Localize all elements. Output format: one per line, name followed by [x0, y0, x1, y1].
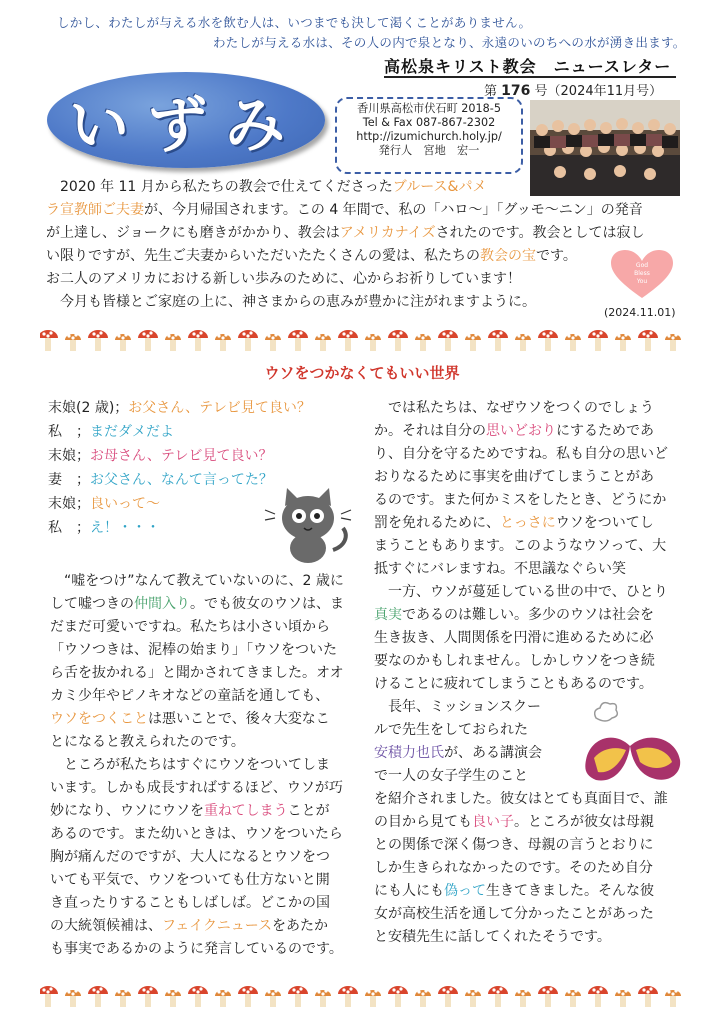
mushroom-icon	[388, 986, 408, 1007]
dialogue-row	[48, 444, 311, 468]
paragraph-text: 要なのかもしれません。しかしウソをつき続	[374, 653, 655, 669]
highlight-text: 良い子	[472, 814, 514, 830]
church-newsletter-title: 高松泉キリスト教会 ニュースレター	[384, 57, 672, 76]
mushroom-icon	[40, 986, 58, 1007]
issue-number: 176	[501, 83, 531, 99]
mushroom-icon	[638, 986, 658, 1007]
issue-prefix: 第	[484, 84, 498, 99]
paragraph-text: き直ったりすることもしばしば。どこかの国	[50, 895, 330, 911]
intro-text: お二人のアメリカにおける新しい歩みのために、心からお祈りしています！	[46, 271, 522, 287]
paragraph-text: にするためであ	[556, 423, 654, 439]
mushroom-icon	[65, 989, 81, 1007]
highlight-text: 思いどおり	[486, 423, 556, 439]
sweet-potato-illustration	[580, 700, 684, 800]
address-box	[335, 97, 523, 174]
intro-highlight: アメリカナイズ	[339, 225, 436, 241]
phone-line: Tel & Fax 087-867-2302	[362, 116, 496, 129]
mushroom-icon	[538, 986, 558, 1007]
mushroom-icon	[88, 986, 108, 1007]
paragraph-text: けることに疲れてしまうこともあるのです。	[374, 676, 653, 692]
paragraph-text: しか生きられなかったのです。そのため自分	[374, 860, 653, 876]
dialogue-speaker: 末娘；	[48, 496, 90, 512]
mushroom-icon	[115, 989, 131, 1007]
paragraph-text: 妙になり、ウソにウソを	[50, 803, 204, 819]
paragraph-text: ことが	[287, 803, 330, 819]
intro-text: が上達し、ジョークにも磨きがかかり、教会は	[46, 225, 340, 241]
paragraph-text: をあたか	[272, 918, 329, 934]
intro-text: い限りですが、先生ご夫妻からいただいたたくさんの愛は、私たちの	[46, 248, 480, 264]
mushroom-icon	[615, 333, 631, 351]
paragraph-text: が、ある講演会	[444, 745, 542, 761]
heart-icon	[611, 250, 673, 300]
logo-text: いずみ	[69, 91, 303, 161]
paragraph-text: も事実であるかのように発言しているのです。	[50, 941, 343, 957]
mushroom-icon	[288, 986, 308, 1007]
scripture-verse-line-2: わたしが与える水は、その人の内で泉となり、永遠のいのちへの水が湧き出ます。	[213, 35, 686, 50]
mushroom-icon	[138, 986, 158, 1007]
mushroom-icon	[565, 333, 581, 351]
paragraph-text: では私たちは、なぜウソをつくのでしょう	[388, 400, 654, 416]
highlight-text: 偽って	[444, 883, 486, 899]
mushroom-icon	[438, 330, 458, 351]
highlight-text: フェイクニュース	[162, 918, 273, 934]
mushroom-icon	[565, 989, 581, 1007]
mushroom-icon	[238, 986, 258, 1007]
mushroom-icon	[115, 333, 131, 351]
mushroom-icon	[365, 989, 381, 1007]
mushroom-border-top	[40, 327, 690, 353]
paragraph-text: の目から見ても	[374, 814, 472, 830]
cat-illustration	[263, 488, 353, 566]
mushroom-icon	[465, 333, 481, 351]
mushroom-icon	[665, 333, 681, 351]
intro-text: です。	[536, 248, 577, 264]
mushroom-icon	[165, 989, 181, 1007]
mushroom-icon	[138, 330, 158, 351]
intro-text: が、今月帰国されます。この 4 年間で、私の「ハロ～」「グッモ～ニン」の発音	[144, 202, 643, 218]
mushroom-icon	[515, 989, 531, 1007]
paragraph-text: あるのです。また幼いときは、ウソをついたら	[50, 826, 343, 842]
paragraph-text: 「ウソつきは、泥棒の始まり」「ウソをついた	[50, 642, 337, 658]
dialogue-line: お母さん、テレビ見て良い？	[90, 448, 273, 464]
dialogue-line: え！・・・	[90, 520, 160, 536]
intro-text: 今月も皆様とご家庭の上に、神さまからの恵みが豊かに注がれますように。	[60, 294, 536, 310]
intro-highlight: 教会の宝	[480, 248, 536, 264]
mushroom-icon	[315, 989, 331, 1007]
mushroom-icon	[65, 333, 81, 351]
article-column-right	[374, 397, 680, 949]
paragraph-text: 長年、ミッションスクー	[388, 699, 542, 715]
paragraph-text: の大統領候補は、	[50, 918, 162, 934]
dialogue-speaker: 末娘(2 歳)；	[48, 400, 129, 416]
mushroom-border-bottom	[40, 983, 690, 1009]
mushroom-icon	[388, 330, 408, 351]
paragraph-text: 女が高校生活を通して分かったことがあった	[374, 906, 654, 922]
dialogue-row	[48, 396, 311, 420]
svg-text:You: You	[636, 278, 648, 285]
dialogue-line: お父さん、テレビ見て良い？	[128, 400, 311, 416]
paragraph-text: 胸が痛んだのですが、大人になるとウソをつ	[50, 849, 330, 865]
paragraph-text: との関係で深く傷つき、母親の言うとおりに	[374, 837, 654, 853]
scripture-verse-line-1: しかし、わたしが与える水を飲む人は、いつまでも決して渇くことがありません。	[57, 15, 532, 30]
paragraph-text: 一方、ウソが蔓延している世の中で、ひとり	[388, 584, 668, 600]
mushroom-icon	[238, 330, 258, 351]
paragraph-text: して嘘つきの	[50, 596, 134, 612]
paragraph-text: であるのは難しい。多少のウソは社会を	[402, 607, 654, 623]
highlight-text: 安積力也氏	[374, 745, 444, 761]
paragraph-text: にも人にも	[374, 883, 444, 899]
paragraph-text: 生き抜き、人間関係を円滑に進めるために必	[374, 630, 654, 646]
mushroom-icon	[488, 330, 508, 351]
mushroom-icon	[288, 330, 308, 351]
paragraph-text: まうこともあります。このようなウソって、大	[374, 538, 667, 554]
paragraph-text: ルで先生をしておられた	[374, 722, 528, 738]
paragraph-text: るのです。また何かミスをしたとき、どうにか	[374, 492, 667, 508]
paragraph-text: 。ところが彼女は母親	[514, 814, 654, 830]
article-title: ウソをつかなくてもいい世界	[264, 364, 460, 382]
dialogue-row	[48, 420, 311, 444]
highlight-text: 真実	[374, 607, 402, 623]
paragraph-text: とになると教えられたのです。	[50, 734, 245, 750]
mushroom-icon	[338, 330, 358, 351]
mushroom-icon	[88, 330, 108, 351]
paragraph-text: ら舌を抜かれる」と聞かされてきました。オオ	[50, 665, 344, 681]
mushroom-icon	[415, 989, 431, 1007]
intro-highlight: ブルース&パメ	[392, 179, 487, 195]
paragraph-text: だまだ可愛いですね。私たちは小さい頃から	[50, 619, 330, 635]
paragraph-text: 。でも彼女のウソは、ま	[190, 596, 344, 612]
paragraph-text: で一人の女子学生のこと	[374, 768, 528, 784]
mushroom-icon	[588, 986, 608, 1007]
paragraph-text: いても平気で、ウソをついても仕方ないと開	[50, 872, 330, 888]
mushroom-icon	[265, 333, 281, 351]
mushroom-icon	[488, 986, 508, 1007]
paragraph-text: り、自分を守るためですね。私も自分の思いど	[374, 446, 668, 462]
mushroom-icon	[338, 986, 358, 1007]
paragraph-text: “嘘をつけ”なんて教えていないのに、2 歳に	[64, 573, 344, 589]
mushroom-icon	[438, 986, 458, 1007]
mushroom-icon	[538, 330, 558, 351]
mushroom-icon	[515, 333, 531, 351]
dialogue-line: 良いって～	[90, 496, 160, 512]
intro-text: 2020 年 11 月から私たちの教会で仕えてくださった	[60, 179, 393, 195]
paragraph-text: います。しかも成長すればするほど、ウソが巧	[50, 780, 343, 796]
mushroom-icon	[415, 333, 431, 351]
mushroom-icon	[588, 330, 608, 351]
mushroom-icon	[665, 989, 681, 1007]
intro-date: (2024.11.01)	[604, 306, 676, 319]
svg-text:Bless: Bless	[634, 270, 650, 277]
dialogue-line: まだダメだよ	[90, 424, 174, 440]
intro-paragraph	[46, 176, 676, 314]
paragraph-text: ところが私たちはすぐにウソをついてしま	[64, 757, 330, 773]
mushroom-icon	[188, 986, 208, 1007]
mushroom-icon	[365, 333, 381, 351]
paragraph-text: 抵すぐにバレますね。不思議なぐらい笑	[374, 561, 626, 577]
dialogue-line: お父さん、なんて言ってた？	[90, 472, 273, 488]
mushroom-icon	[215, 989, 231, 1007]
paragraph-text: を紹介されました。彼女はとても真面目で、誰	[374, 791, 668, 807]
mushroom-icon	[315, 333, 331, 351]
paragraph-text: ウソをついてし	[555, 515, 654, 531]
highlight-text: 重ねてしまう	[204, 803, 288, 819]
issue-suffix: 号（2024年11月号）	[534, 84, 663, 99]
intro-text: されたのです。教会としては寂し	[435, 225, 645, 241]
highlight-text: 仲間入り	[134, 596, 190, 612]
mushroom-icon	[40, 330, 58, 351]
dialogue-speaker: 妻 ；	[48, 472, 90, 488]
dialogue-speaker: 私 ；	[48, 520, 90, 536]
mushroom-icon	[215, 333, 231, 351]
svg-text:God: God	[635, 262, 649, 269]
highlight-text: ウソをつくこと	[50, 711, 148, 727]
paragraph-text: おりなるために事実を曲げてしまうことがあ	[374, 469, 654, 485]
mushroom-icon	[465, 989, 481, 1007]
highlight-text: とっさに	[500, 515, 556, 531]
mushroom-icon	[615, 989, 631, 1007]
paragraph-text: カミ少年やピノキオなどの童話を通しても、	[50, 688, 330, 704]
dialogue-speaker: 私 ；	[48, 424, 90, 440]
dialogue-speaker: 末娘；	[48, 448, 90, 464]
website-link[interactable]: http://izumichurch.holy.jp/	[356, 130, 502, 143]
publisher-line: 発行人 宮地 宏一	[378, 144, 480, 157]
address-line: 香川県高松市伏石町 2018-5	[357, 102, 501, 115]
article-column-left	[50, 570, 362, 961]
paragraph-text: は悪いことで、後々大変なこ	[148, 711, 330, 727]
izumi-logo	[47, 72, 325, 168]
mushroom-icon	[265, 989, 281, 1007]
paragraph-text: と安積先生に話してくれたそうです。	[374, 929, 611, 945]
mushroom-icon	[638, 330, 658, 351]
intro-highlight: ラ宣教師ご夫妻	[46, 202, 144, 218]
paragraph-text: 生きてきました。そんな彼	[486, 883, 654, 899]
mushroom-icon	[188, 330, 208, 351]
mushroom-icon	[165, 333, 181, 351]
paragraph-text: 罰を免れるために、	[374, 515, 500, 531]
header-divider	[384, 76, 676, 78]
paragraph-text: か。それは自分の	[374, 423, 486, 439]
